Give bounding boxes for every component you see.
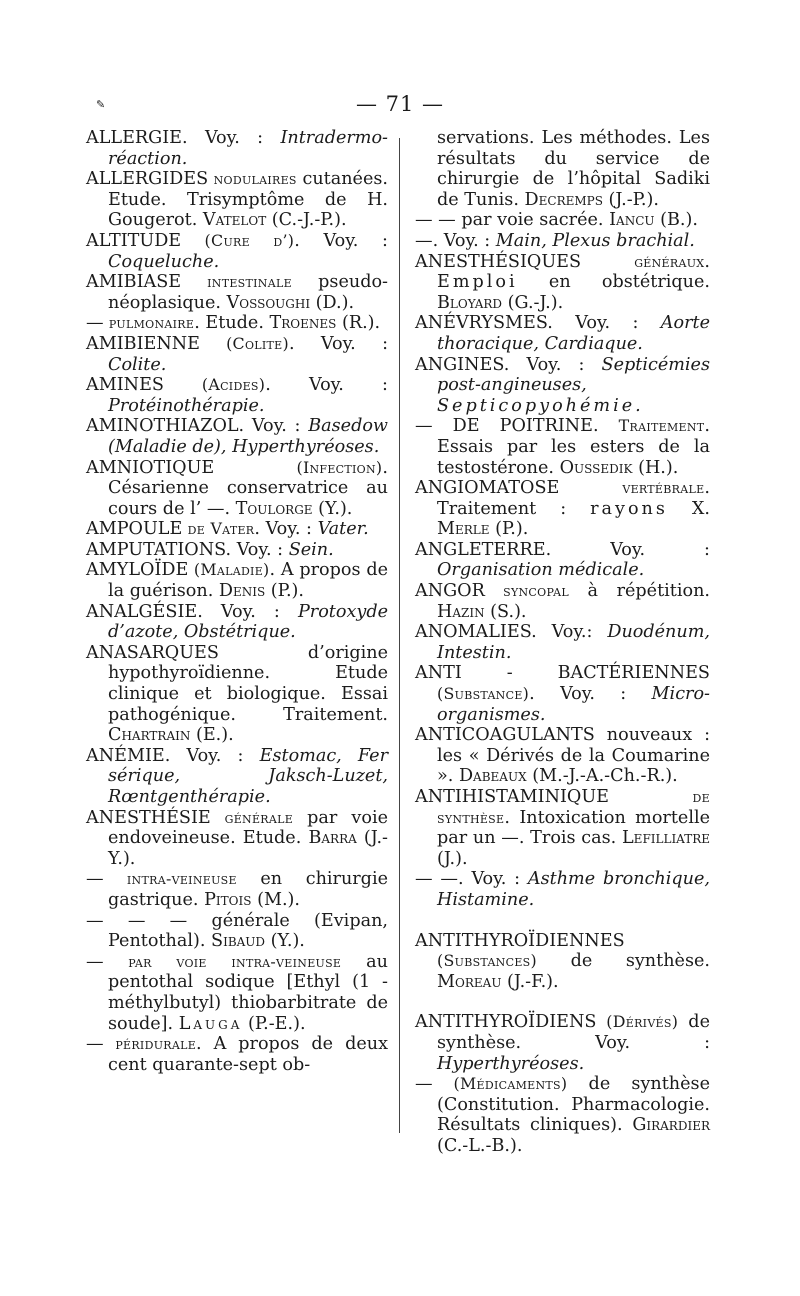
entry-text: ANÉMIE. bbox=[86, 745, 171, 766]
entry-text: (M.-J.-A.-Ch.-R.). bbox=[526, 766, 678, 787]
entry-text: rayons bbox=[590, 498, 668, 519]
entry-text: péridurale bbox=[103, 1034, 197, 1054]
entry-text: (J.-P.). bbox=[602, 189, 659, 210]
entry-text: . Etude. bbox=[194, 313, 270, 334]
left-column bbox=[86, 128, 388, 1075]
entry-text: Intradermo-réaction. bbox=[108, 128, 388, 169]
entry-text: Duodénum, Intestin. bbox=[437, 622, 710, 663]
index-entry bbox=[415, 931, 710, 993]
entry-text: syncopal bbox=[484, 581, 570, 601]
entry-text: de Vater bbox=[182, 519, 255, 539]
entry-text: Lauga bbox=[178, 1013, 243, 1034]
entry-text: Toulorge bbox=[235, 498, 313, 519]
entry-text: Moreau bbox=[437, 971, 502, 992]
index-entry bbox=[86, 1034, 388, 1075]
entry-text: Voy. : bbox=[231, 539, 289, 560]
entry-text: (Médicaments) bbox=[432, 1074, 568, 1094]
entry-text: de synthèse. bbox=[536, 951, 710, 972]
entry-text: (Substances) bbox=[437, 951, 537, 971]
index-entry bbox=[86, 911, 388, 952]
entry-text: Voy. : bbox=[552, 313, 661, 334]
entry-text: vertébrale bbox=[559, 478, 705, 498]
entry-text: ANOMALIES. bbox=[415, 622, 537, 643]
entry-text: ALLERGIDES bbox=[86, 169, 209, 190]
entry-text: (R.). bbox=[336, 313, 381, 334]
entry-text: Decremps bbox=[524, 189, 603, 210]
entry-text: (J.-Y.). bbox=[108, 828, 388, 869]
entry-text: (P.). bbox=[265, 581, 304, 602]
entry-text: à répétition. bbox=[569, 581, 710, 602]
index-entry bbox=[86, 313, 388, 334]
entry-text: d’origine hypothyroïdienne. Etude clinique et biologique. Essai pathogénique. Traitement. bbox=[108, 642, 388, 725]
entry-text: ANTICOAGULANTS bbox=[415, 725, 595, 746]
entry-text: (Acides) bbox=[163, 375, 266, 395]
entry-text: ANTIHISTAMINIQUE bbox=[415, 787, 610, 807]
entry-text: Voy. : bbox=[202, 601, 298, 622]
right-column bbox=[415, 128, 710, 1157]
entry-text: . Voy. : bbox=[265, 375, 388, 396]
entry-text: Vossoughi bbox=[226, 292, 311, 313]
index-entry bbox=[415, 869, 710, 910]
entry-text: ANTI - BACTÉRIENNES bbox=[415, 663, 710, 684]
entry-text: cutanées. Etude. Trisymptôme de H. Gougerot. bbox=[108, 169, 388, 231]
entry-text: Vater. bbox=[317, 519, 369, 540]
entry-text: (Y.). bbox=[265, 931, 305, 952]
index-entry bbox=[415, 540, 710, 581]
index-entry bbox=[86, 808, 388, 870]
index-entry bbox=[415, 725, 710, 787]
entry-text: X. bbox=[667, 498, 710, 519]
entry-text: Voy. : bbox=[438, 230, 496, 251]
entry-text: servations. Les méthodes. Les résultats du service de chirurgie de l’hôpital Sadiki de Tunis. bbox=[437, 128, 710, 210]
entry-text: Voy.: bbox=[536, 622, 608, 643]
entry-text: ANÉVRYSMES. bbox=[415, 313, 553, 334]
entry-text: . Voy. : bbox=[529, 684, 652, 705]
index-entry bbox=[86, 602, 388, 643]
index-entry bbox=[86, 519, 388, 540]
index-entry bbox=[415, 416, 710, 478]
index-entry bbox=[415, 1012, 710, 1074]
entry-text: Dabeaux bbox=[458, 766, 527, 787]
index-entry bbox=[86, 952, 388, 1034]
entry-text: (D.). bbox=[310, 292, 355, 313]
entry-text: Traitement bbox=[618, 416, 705, 436]
entry-text: ALLERGIE. bbox=[86, 128, 188, 148]
entry-text: Voy. : bbox=[551, 539, 710, 560]
entry-text: (Maladie) bbox=[188, 560, 270, 580]
entry-text: DE POITRINE. bbox=[432, 416, 619, 437]
index-entry bbox=[86, 560, 388, 601]
entry-gap bbox=[415, 911, 710, 931]
entry-text: Emploi bbox=[437, 272, 518, 293]
entry-text: Micro-organismes. bbox=[437, 684, 710, 725]
entry-text: ANGLETERRE. bbox=[415, 539, 552, 560]
margin-mark: ✎ bbox=[96, 98, 106, 111]
entry-text: Pitois bbox=[204, 889, 252, 910]
index-entry bbox=[86, 272, 388, 313]
entry-text: — bbox=[86, 1034, 104, 1055]
entry-gap bbox=[415, 992, 710, 1012]
entry-text: — bbox=[86, 313, 104, 334]
entry-text: ALTITUDE bbox=[86, 230, 182, 251]
entry-text: AMIBIASE bbox=[86, 272, 182, 293]
entry-text: Colite. bbox=[108, 354, 167, 375]
entry-text: AMIBIENNE bbox=[86, 333, 201, 354]
entry-text: Barra bbox=[308, 828, 357, 849]
index-entry bbox=[86, 231, 388, 272]
entry-text: nouveaux : les « Dérivés de la Coumarine ». bbox=[437, 725, 710, 787]
entry-text: Voy. : bbox=[187, 128, 281, 148]
entry-text: par voie sacrée. bbox=[455, 210, 610, 231]
index-entry bbox=[86, 169, 388, 231]
entry-text: AMINES bbox=[86, 375, 164, 396]
entry-text: pseudo-néoplasique. bbox=[108, 272, 388, 313]
entry-text: Merle bbox=[437, 519, 490, 540]
entry-text: . Traitement : bbox=[437, 478, 710, 519]
entry-text: par voie endoveineuse. Etude. bbox=[108, 807, 388, 849]
entry-text: de synthèse. Voy. : bbox=[437, 1012, 710, 1053]
index-entry bbox=[415, 231, 710, 252]
entry-text: (E.). bbox=[190, 725, 234, 746]
entry-text: . Intoxication mortelle par un —. Trois cas. bbox=[437, 807, 710, 849]
entry-text: de synthèse (Constitution. Pharmacologie. Résultats cliniques). bbox=[437, 1074, 710, 1136]
index-entry bbox=[415, 355, 710, 417]
entry-text: ANALGÉSIE. bbox=[86, 601, 203, 622]
entry-text: nodulaires bbox=[208, 169, 297, 189]
entry-text: par voie intra-veineuse bbox=[103, 951, 342, 971]
entry-text: (M.). bbox=[251, 889, 301, 910]
entry-text: (H.). bbox=[632, 457, 679, 478]
index-entry bbox=[415, 128, 710, 210]
entry-text: (Cure d’) bbox=[181, 230, 295, 250]
entry-text: ANGIOMATOSE bbox=[415, 478, 560, 499]
index-entry bbox=[415, 581, 710, 622]
entry-text: —. bbox=[415, 230, 439, 251]
entry-text: — — — bbox=[86, 910, 188, 931]
entry-text: AMNIOTIQUE bbox=[86, 457, 215, 478]
index-entry bbox=[415, 622, 710, 663]
entry-text: au pentothal sodique [Ethyl (1 - méthylbutyl) thiobarbitrate de soude]. bbox=[108, 951, 388, 1034]
entry-text: Sein. bbox=[288, 539, 334, 560]
entry-text: en chirurgie gastrique. bbox=[108, 869, 388, 910]
entry-text: intestinale bbox=[181, 272, 292, 292]
entry-text: . bbox=[704, 251, 710, 272]
entry-text: Estomac, Fer sérique, Jaksch-Luzet, Rœntgenthérapie. bbox=[108, 745, 388, 807]
entry-text: Iancu bbox=[609, 210, 655, 231]
entry-text: ANGINES. bbox=[415, 354, 510, 375]
entry-text: Vatelot bbox=[202, 210, 267, 231]
entry-text: Oussedik bbox=[559, 457, 633, 478]
entry-text: Troenes bbox=[269, 313, 337, 334]
entry-text: Voy. : bbox=[170, 745, 260, 766]
entry-text: ANTITHYROÏDIENS bbox=[415, 1012, 597, 1033]
entry-text: intra-veineuse bbox=[103, 869, 237, 889]
entry-text: Main, Plexus brachial. bbox=[495, 230, 695, 251]
entry-text: ANGOR bbox=[415, 581, 485, 602]
entry-text: Septicémies post-angineuses, bbox=[437, 354, 710, 396]
index-entry bbox=[415, 663, 710, 725]
entry-text: (P.). bbox=[489, 519, 529, 540]
entry-text: (Infection) bbox=[214, 457, 383, 477]
entry-text: . Césarienne conservatrice au cours de l’ —. bbox=[108, 457, 388, 519]
entry-text: (J.-F.). bbox=[501, 971, 559, 992]
entry-text: (C.-J.-P.). bbox=[266, 210, 347, 231]
entry-text: — bbox=[415, 1074, 433, 1095]
entry-text: Chartrain bbox=[108, 725, 191, 746]
entry-text: Lefilliatre bbox=[622, 828, 710, 849]
entry-text: AMPUTATIONS. bbox=[86, 539, 232, 560]
entry-text: . A propos de deux cent quarante-sept ob- bbox=[108, 1034, 389, 1075]
entry-text: (Colite) bbox=[200, 333, 289, 353]
index-entry bbox=[86, 128, 388, 169]
index-entry bbox=[415, 252, 710, 314]
entry-text: AMPOULE bbox=[86, 519, 183, 540]
index-entry bbox=[415, 478, 710, 540]
entry-text: ANTITHYROÏDIENNES bbox=[415, 930, 625, 951]
entry-text: . Essais par les esters de la testostérone. bbox=[437, 416, 710, 478]
entry-text: ANESTHÉSIQUES bbox=[415, 251, 582, 272]
entry-text: en obstétrique. bbox=[517, 272, 710, 293]
entry-text: Hyperthyréoses. bbox=[437, 1053, 585, 1074]
entry-text: Basedow (Maladie de), Hyperthyréoses. bbox=[108, 416, 388, 457]
index-entry bbox=[86, 334, 388, 375]
entry-text: de synthèse bbox=[437, 787, 710, 827]
entry-text: (C.-L.-B.). bbox=[437, 1135, 523, 1156]
entry-text: (Substance) bbox=[437, 684, 530, 704]
entry-text: — — bbox=[415, 210, 456, 231]
entry-text: AMINOTHIAZOL. bbox=[86, 416, 245, 437]
entry-text: . A propos de la guérison. bbox=[108, 560, 388, 602]
index-entry bbox=[86, 375, 388, 416]
entry-text: (J.). bbox=[437, 848, 468, 869]
index-entry bbox=[86, 540, 388, 561]
entry-text: Coqueluche. bbox=[108, 251, 220, 272]
entry-text: — bbox=[415, 416, 433, 437]
entry-text: . Voy. : bbox=[288, 333, 388, 354]
column-divider bbox=[399, 138, 400, 1133]
entry-text: ANASARQUES bbox=[86, 642, 219, 663]
entry-text: Protoxyde d’azote, Obstétrique. bbox=[108, 601, 388, 643]
entry-text: . Voy. : bbox=[294, 230, 388, 251]
entry-text: Sibaud bbox=[211, 931, 266, 952]
entry-text: — bbox=[86, 869, 104, 890]
entry-text: Voy. : bbox=[509, 354, 602, 375]
index-entry bbox=[415, 313, 710, 354]
entry-text: Asthme bronchique, Histamine. bbox=[437, 869, 710, 910]
entry-text: (P.-E.). bbox=[242, 1013, 306, 1034]
entry-text: généraux bbox=[581, 251, 705, 271]
entry-text: générale (Evipan, Pentothal). bbox=[108, 910, 388, 952]
entry-text: Hazin bbox=[437, 601, 485, 622]
entry-text: Girardier bbox=[632, 1115, 710, 1136]
entry-text: Protéinothérapie. bbox=[108, 395, 265, 416]
index-entry bbox=[415, 787, 710, 869]
entry-text: (G.-J.). bbox=[502, 292, 564, 313]
index-entry bbox=[86, 869, 388, 910]
entry-text: . Voy. : bbox=[254, 519, 318, 540]
entry-text: (Dérivés) bbox=[596, 1012, 679, 1032]
entry-text: Voy. : bbox=[463, 869, 528, 890]
entry-text: générale bbox=[210, 807, 294, 827]
entry-text: Septicopyohémie. bbox=[437, 395, 644, 416]
entry-text: (B.). bbox=[654, 210, 698, 231]
entry-text: Denis bbox=[218, 581, 266, 602]
entry-text: (Y.). bbox=[312, 498, 353, 519]
entry-text: — —. bbox=[415, 869, 464, 890]
entry-text: Aorte thoracique, Cardiaque. bbox=[437, 313, 710, 354]
entry-text: Bloyard bbox=[437, 292, 503, 313]
index-entry bbox=[86, 416, 388, 457]
entry-text: pulmonaire bbox=[103, 313, 195, 333]
entry-text: (S.). bbox=[484, 601, 527, 622]
entry-text: AMYLOÏDE bbox=[86, 560, 189, 581]
index-entry bbox=[415, 210, 710, 231]
index-entry bbox=[415, 1074, 710, 1156]
index-entry bbox=[86, 458, 388, 520]
entry-text: ANESTHÉSIE bbox=[86, 807, 211, 828]
index-entry bbox=[86, 643, 388, 746]
page-number: — 71 — bbox=[355, 92, 445, 116]
index-entry bbox=[86, 746, 388, 808]
entry-text: — bbox=[86, 951, 104, 972]
entry-text: Organisation médicale. bbox=[437, 560, 645, 581]
entry-text: Voy. : bbox=[244, 416, 309, 437]
